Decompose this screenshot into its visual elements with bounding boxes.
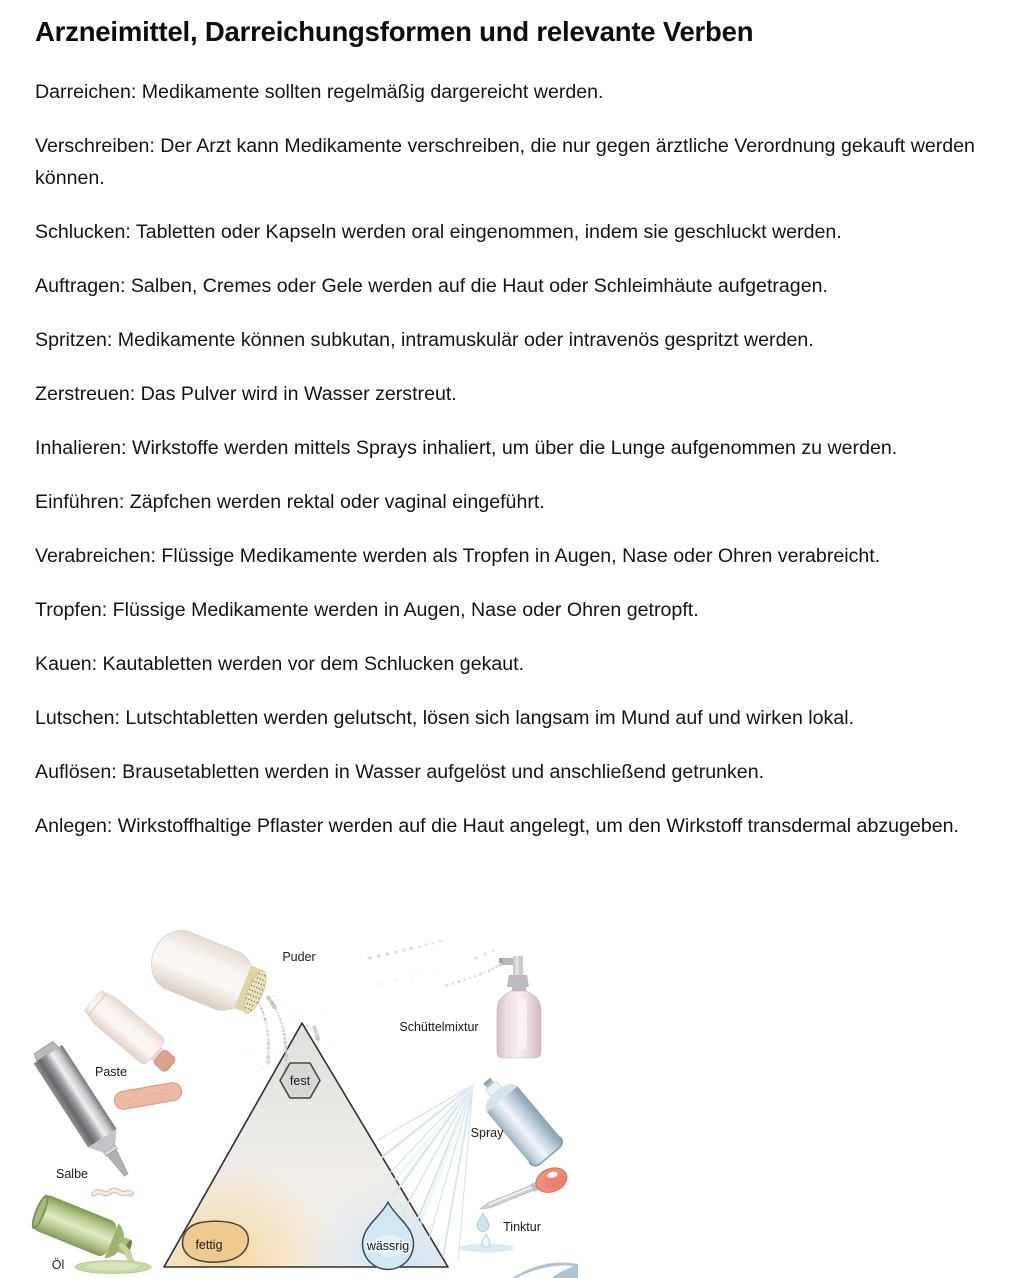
oel-bottle — [28, 1192, 137, 1266]
tinktur-dropper — [476, 1163, 571, 1219]
salbe-tube — [29, 1038, 140, 1184]
paragraph-schlucken: Schlucken: Tabletten oder Kapseln werden oral eingenommen, indem sie geschluckt werden. — [35, 221, 842, 243]
fest-label: fest — [289, 1074, 311, 1088]
paste-label: Paste — [95, 1065, 127, 1079]
paragraph-darreichen: Darreichen: Medikamente sollten regelmäßig dargereicht werden. — [35, 81, 604, 103]
paste-smear — [113, 1081, 183, 1111]
puder-bottle — [142, 930, 273, 1023]
oel-label: Öl — [51, 1258, 65, 1272]
salbe-squirt — [94, 1190, 131, 1194]
fettig-label: fettig — [195, 1238, 223, 1252]
paragraph-inhalieren: Inhalieren: Wirkstoffe werden mittels Sprays inhaliert, um über die Lunge aufgenommen zu werden. — [35, 437, 898, 459]
paper-curl-decoration — [512, 1263, 578, 1278]
paragraph-verabreichen: Verabreichen: Flüssige Medikamente werden als Tropfen in Augen, Nase oder Ohren verabreicht. — [35, 545, 881, 567]
salbe-label: Salbe — [56, 1167, 88, 1181]
paragraph-spritzen: Spritzen: Medikamente können subkutan, intramuskulär oder intravenös gespritzt werden. — [35, 329, 814, 351]
paragraph-kauen: Kauen: Kautabletten werden vor dem Schlucken gekaut. — [35, 653, 525, 675]
document-body — [0, 12, 1014, 842]
page-title: Arzneimittel, Darreichungsformen und relevante Verben — [35, 16, 754, 47]
paragraph-anlegen: Anlegen: Wirkstoffhaltige Pflaster werden auf die Haut angelegt, um den Wirkstoff transdermal abzugeben. — [35, 815, 959, 837]
paragraph-verschreiben: Verschreiben: Der Arzt kann Medikamente verschreiben, die nur gegen ärztliche Verordnung gekauft werden können. — [35, 135, 975, 189]
paragraph-aufloesen: Auflösen: Brausetabletten werden in Wasser aufgelöst und anschließend getrunken. — [35, 761, 765, 783]
paragraph-tropfen: Tropfen: Flüssige Medikamente werden in Augen, Nase oder Ohren getropft. — [35, 599, 699, 621]
fettig-blob — [183, 1221, 249, 1262]
puder-label: Puder — [282, 950, 316, 964]
mist-particles — [367, 940, 507, 987]
paragraph-einfuehren: Einführen: Zäpfchen werden rektal oder vaginal eingeführt. — [35, 491, 545, 513]
schuettelmixtur-bottle — [497, 956, 541, 1058]
schuettelmixtur-label: Schüttelmixtur — [399, 1020, 479, 1034]
paragraph-zerstreuen: Zerstreuen: Das Pulver wird in Wasser zerstreut. — [35, 383, 457, 405]
spray-label: Spray — [470, 1126, 504, 1140]
waessrig-label: wässrig — [366, 1239, 410, 1253]
paragraph-auftragen: Auftragen: Salben, Cremes oder Gele werden auf die Haut oder Schleimhäute aufgetragen. — [35, 275, 828, 297]
paragraph-lutschen: Lutschen: Lutschtabletten werden gelutscht, lösen sich langsam im Mund auf und wirken lokal. — [35, 707, 855, 729]
medication-forms-illustration — [0, 930, 1014, 1278]
tinktur-label: Tinktur — [503, 1220, 541, 1234]
spray-can — [471, 1068, 565, 1169]
